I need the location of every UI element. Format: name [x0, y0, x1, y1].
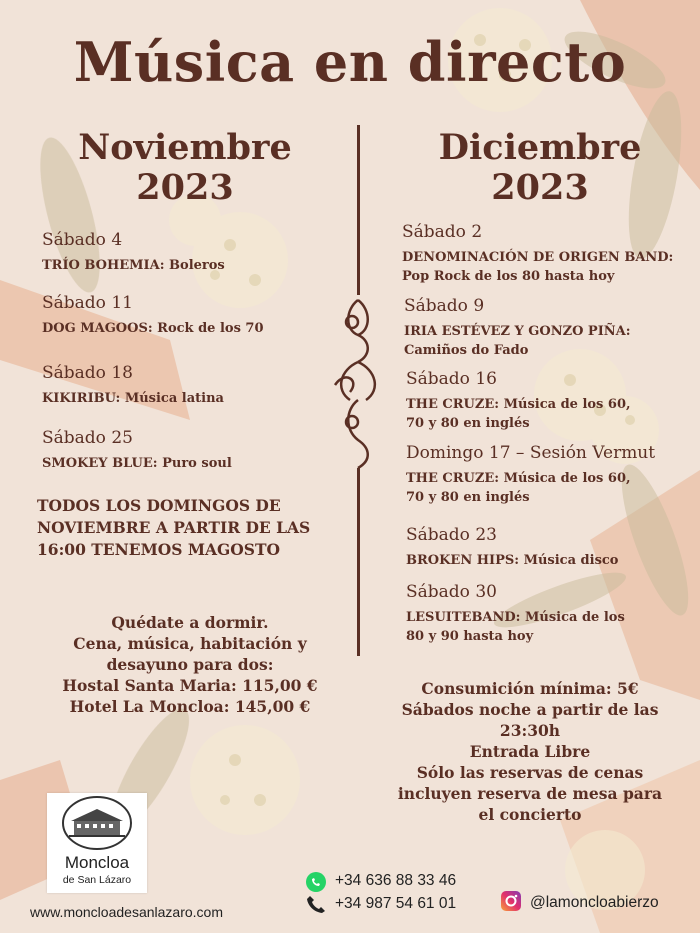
november-year: 2023: [136, 167, 234, 208]
info-line: Sólo las reservas de cenas: [416, 763, 644, 782]
november-event-3: [42, 363, 224, 408]
note-line: TODOS LOS DOMINGOS DE: [37, 496, 281, 515]
stay-line: Hostal Santa Maria: 115,00 €: [62, 676, 318, 695]
column-divider-bottom: [357, 468, 360, 656]
event-description: LESUITEBAND: Música de los: [406, 610, 625, 625]
note-line: 16:00 TENEMOS MAGOSTO: [37, 540, 280, 559]
november-event-2: [42, 293, 264, 338]
info-line: Consumición mínima: 5€: [421, 679, 639, 698]
logo-name: Moncloa: [64, 853, 130, 872]
event-description-2: 80 y 90 hasta hoy: [406, 629, 534, 644]
event-description-2: 70 y 80 en inglés: [406, 416, 530, 431]
event-description: DENOMINACIÓN DE ORIGEN BAND:: [402, 250, 674, 265]
event-date: Sábado 2: [402, 222, 483, 242]
stay-line: desayuno para dos:: [106, 655, 274, 674]
note-line: NOVIEMBRE A PARTIR DE LAS: [37, 518, 311, 537]
event-date: Sábado 23: [406, 525, 497, 545]
stay-line: Hotel La Moncloa: 145,00 €: [69, 697, 311, 716]
november-event-4: [42, 428, 232, 473]
event-description: IRIA ESTÉVEZ Y GONZO PIÑA:: [404, 324, 631, 339]
november-month: Noviembre: [78, 127, 292, 168]
stay-offer: [30, 612, 350, 717]
logo-subname: de San Lázaro: [62, 874, 132, 886]
instagram-handle[interactable]: @lamoncloabierzo: [530, 894, 659, 911]
landline-phone[interactable]: +34 987 54 61 01: [335, 895, 457, 912]
website-link[interactable]: www.moncloadesanlazaro.com: [30, 904, 223, 920]
info-line: 23:30h: [499, 721, 561, 740]
event-date: Sábado 9: [404, 296, 485, 316]
december-event-6: [406, 582, 625, 646]
page-title: Música en directo: [73, 30, 627, 94]
event-date: Sábado 30: [406, 582, 497, 602]
event-description: THE CRUZE: Música de los 60,: [406, 471, 631, 486]
december-month: Diciembre: [438, 127, 642, 168]
phone-icon: [305, 894, 327, 914]
whatsapp-icon: [305, 871, 327, 893]
event-date: Sábado 18: [42, 363, 133, 383]
info-line: el concierto: [478, 805, 582, 824]
info-line: incluyen reserva de mesa para: [397, 784, 663, 803]
stay-line: Cena, música, habitación y: [73, 634, 307, 653]
event-description: BROKEN HIPS: Música disco: [406, 553, 619, 568]
stay-line: Quédate a dormir.: [111, 613, 269, 632]
instagram-icon: [500, 890, 522, 912]
event-description: THE CRUZE: Música de los 60,: [406, 397, 631, 412]
event-description: DOG MAGOOS: Rock de los 70: [42, 321, 264, 336]
december-year: 2023: [491, 167, 589, 208]
event-date: Sábado 16: [406, 369, 497, 389]
december-event-3: [406, 369, 631, 433]
event-description-2: Camiños do Fado: [404, 343, 529, 358]
december-event-1: [402, 222, 673, 286]
event-info: [380, 678, 680, 825]
december-event-4: [406, 443, 655, 507]
event-description-2: 70 y 80 en inglés: [406, 490, 530, 505]
info-line: Entrada Libre: [469, 742, 591, 761]
november-event-1: [42, 230, 225, 275]
whatsapp-phone[interactable]: +34 636 88 33 46: [335, 872, 457, 889]
december-event-2: [404, 296, 631, 360]
info-line: Sábados noche a partir de las: [401, 700, 659, 719]
event-description-2: Pop Rock de los 80 hasta hoy: [402, 269, 615, 284]
december-event-5: [406, 525, 618, 570]
building-logo-icon: [47, 793, 147, 853]
event-date: Sábado 25: [42, 428, 133, 448]
event-description: TRÍO BOHEMIA: Boleros: [42, 258, 225, 273]
moncloa-logo: [47, 793, 147, 893]
event-description: KIKIRIBU: Música latina: [42, 391, 224, 406]
event-date: Domingo 17 – Sesión Vermut: [406, 443, 656, 463]
event-description: SMOKEY BLUE: Puro soul: [42, 456, 232, 471]
event-date: Sábado 4: [42, 230, 123, 250]
event-date: Sábado 11: [42, 293, 133, 313]
magosto-note: [37, 495, 310, 561]
